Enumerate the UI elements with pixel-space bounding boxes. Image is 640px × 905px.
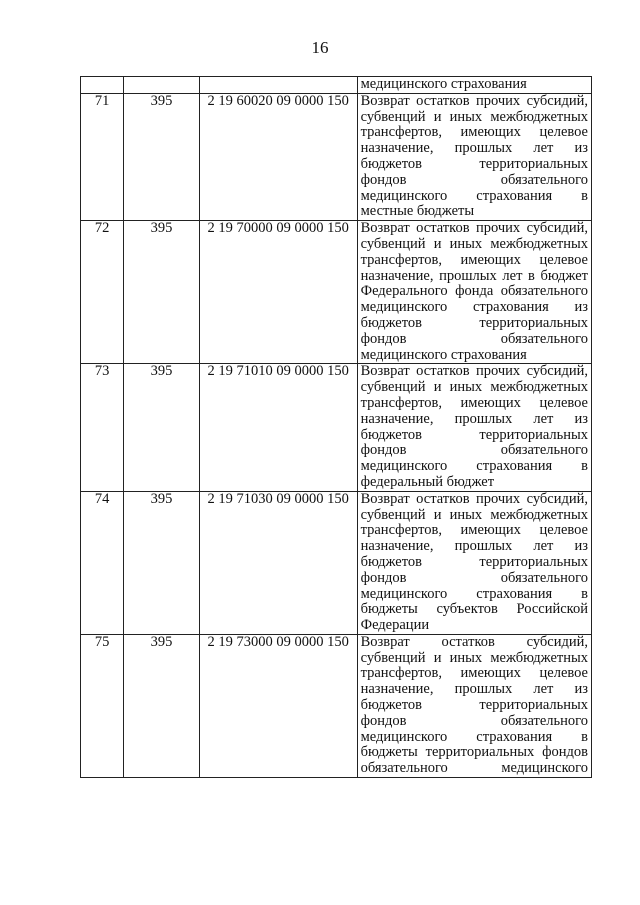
row-number: 73	[81, 364, 124, 491]
row-number: 72	[81, 221, 124, 364]
description-line: Возврат остатков субсидий,	[360, 633, 588, 650]
description-line: бюджетов территориальных	[360, 697, 588, 714]
description-line: медицинского страхования	[360, 76, 527, 92]
row-number: 71	[81, 93, 124, 220]
budget-code-table	[80, 76, 592, 778]
row-budget-code: 2 19 71010 09 0000 150	[199, 364, 357, 491]
row-budget-code: 2 19 73000 09 0000 150	[199, 634, 357, 777]
description-line: медицинского страхования в	[360, 458, 588, 475]
description-line: медицинского страхования из	[360, 299, 588, 316]
table-row-continuation	[81, 77, 592, 94]
row-budget-code: 2 19 60020 09 0000 150	[199, 93, 357, 220]
description-line: Возврат остатков прочих субсидий,	[360, 490, 588, 507]
row-description	[357, 491, 591, 634]
row-admin-code: 395	[124, 491, 199, 634]
description-line: медицинского страхования в	[360, 187, 588, 204]
row-admin-code: 395	[124, 221, 199, 364]
table-row	[81, 221, 592, 364]
description-line: Федерального фонда обязательного	[360, 283, 588, 300]
description-line: трансфертов, имеющих целевое	[360, 665, 588, 682]
description-line: трансфертов, имеющих целевое	[360, 124, 588, 141]
row-budget-code: 2 19 70000 09 0000 150	[199, 221, 357, 364]
description-line: субвенций и иных межбюджетных	[360, 506, 588, 523]
description-line: назначение, прошлых лет в бюджет	[360, 267, 588, 284]
description-line: субвенций и иных межбюджетных	[360, 649, 588, 666]
table-row	[81, 491, 592, 634]
description-line: фондов обязательного	[360, 569, 588, 586]
description-line: назначение, прошлых лет из	[360, 140, 588, 157]
description-line: фондов обязательного	[360, 171, 588, 188]
description-line: фондов обязательного	[360, 442, 588, 459]
description-line: назначение, прошлых лет из	[360, 538, 588, 555]
row-admin-code: 395	[124, 634, 199, 777]
row-description	[357, 221, 591, 364]
description-line: назначение, прошлых лет из	[360, 410, 588, 427]
row-description	[357, 364, 591, 491]
description-line: Возврат остатков прочих субсидий,	[360, 363, 588, 380]
description-line: бюджеты территориальных фондов	[360, 744, 588, 761]
row-description	[357, 77, 591, 94]
description-line: бюджетов территориальных	[360, 553, 588, 570]
row-admin-code: 395	[124, 93, 199, 220]
description-line: назначение, прошлых лет из	[360, 681, 588, 698]
row-admin-code: 395	[124, 364, 199, 491]
row-budget-code: 2 19 71030 09 0000 150	[199, 491, 357, 634]
page-number: 16	[311, 38, 329, 57]
description-line: фондов обязательного	[360, 330, 588, 347]
row-admin-code	[124, 77, 199, 94]
description-line: федеральный бюджет	[360, 473, 495, 490]
table-row	[81, 634, 592, 777]
description-line: медицинского страхования	[360, 346, 527, 363]
row-number: 74	[81, 491, 124, 634]
description-line: Возврат остатков прочих субсидий,	[360, 92, 588, 109]
description-line: субвенций и иных межбюджетных	[360, 235, 588, 252]
description-line: медицинского страхования в	[360, 585, 588, 602]
description-line: бюджетов территориальных	[360, 314, 588, 331]
row-number: 75	[81, 634, 124, 777]
description-line: субвенций и иных межбюджетных	[360, 379, 588, 396]
row-description	[357, 634, 591, 777]
description-line: бюджетов территориальных	[360, 155, 588, 172]
description-line: бюджетов территориальных	[360, 426, 588, 443]
description-line: трансфертов, имеющих целевое	[360, 522, 588, 539]
table-row	[81, 364, 592, 491]
row-budget-code	[199, 77, 357, 94]
row-number	[81, 77, 124, 94]
description-line: бюджеты субъектов Российской	[360, 601, 588, 618]
description-line: обязательного медицинского	[360, 760, 588, 777]
description-line: трансфертов, имеющих целевое	[360, 251, 588, 268]
description-line: местные бюджеты	[360, 203, 475, 220]
description-line: Федерации	[360, 617, 430, 634]
row-description	[357, 93, 591, 220]
description-line: субвенций и иных межбюджетных	[360, 108, 588, 125]
description-line: фондов обязательного	[360, 712, 588, 729]
description-line: Возврат остатков прочих субсидий,	[360, 220, 588, 237]
description-line: медицинского страхования в	[360, 728, 588, 745]
table-row	[81, 93, 592, 220]
description-line: трансфертов, имеющих целевое	[360, 394, 588, 411]
